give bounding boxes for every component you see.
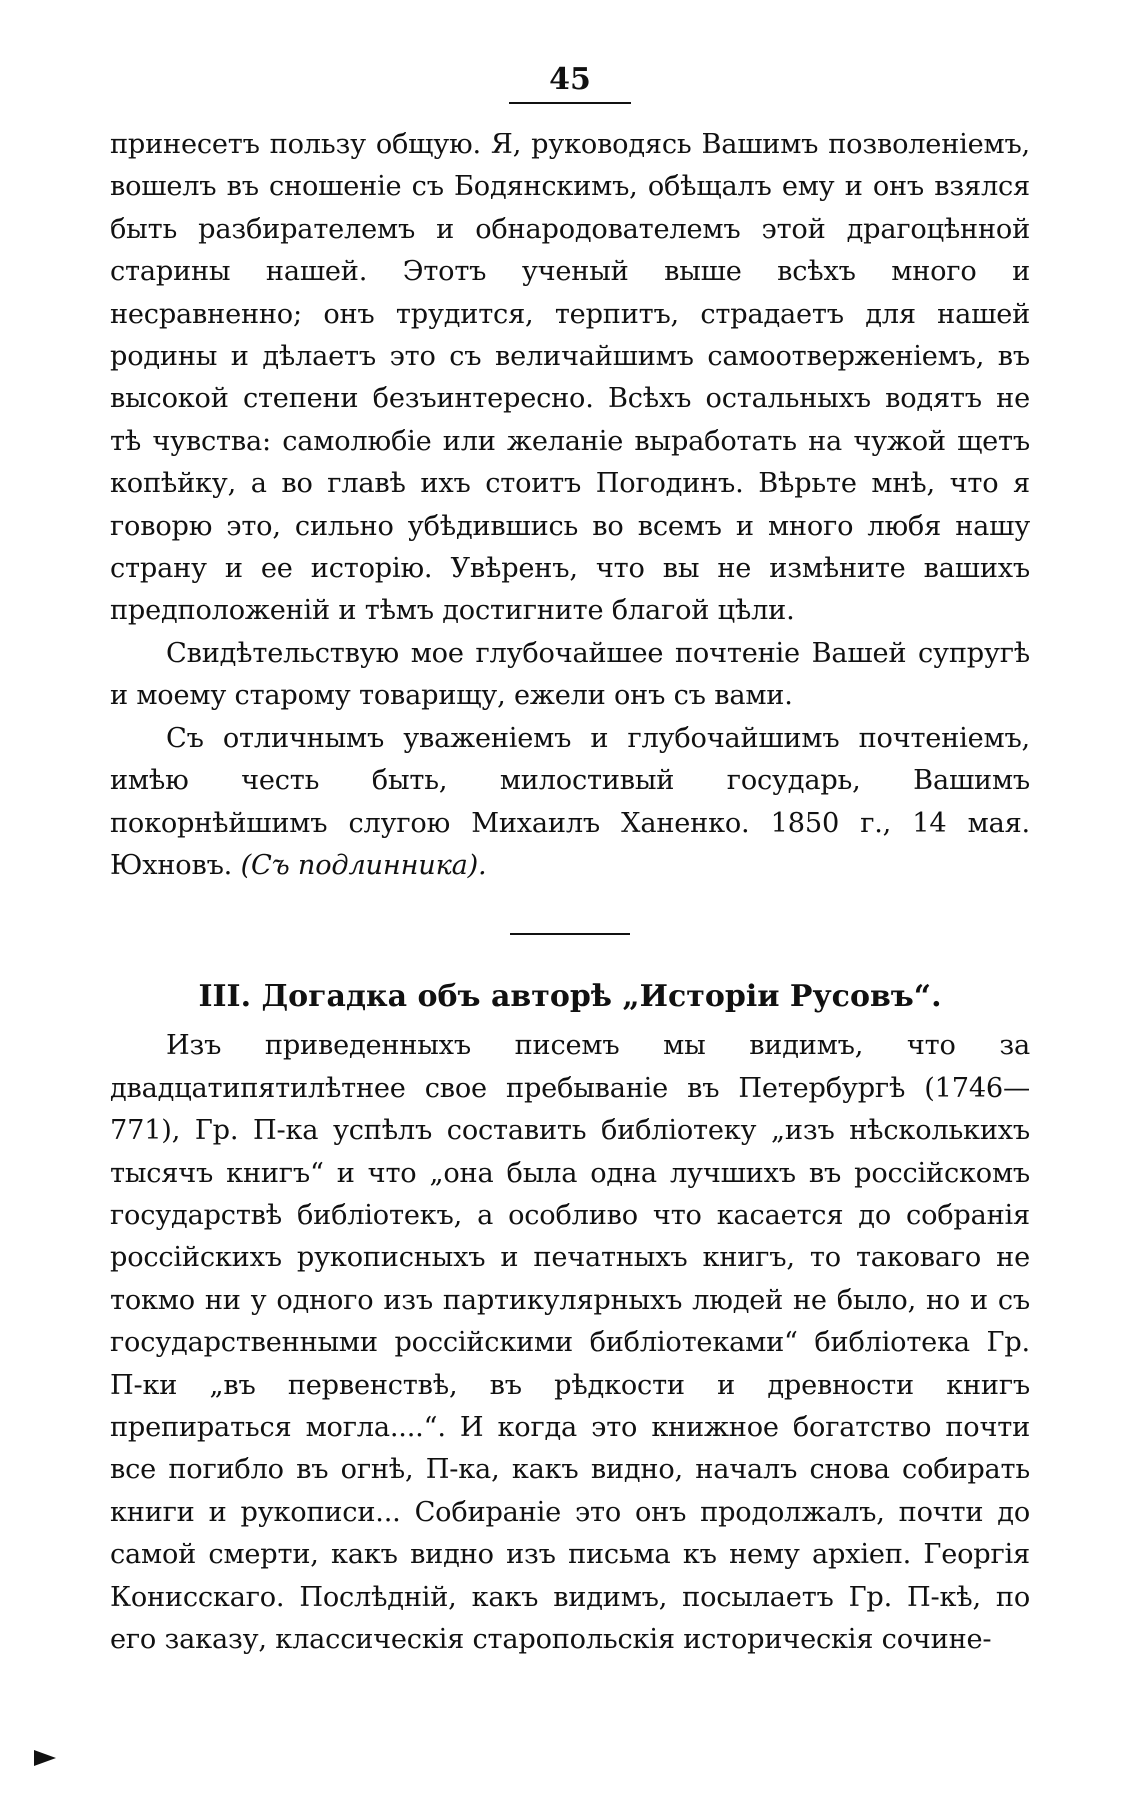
book-page [110, 60, 1030, 1661]
source-note: (Съ подлинника). [240, 849, 487, 881]
section-divider [510, 933, 630, 935]
letter-paragraph-1: принесетъ пользу общую. Я, руководясь Вашимъ позволеніемъ, вошелъ въ сношеніе съ Бодянскимъ, обѣщалъ ему и онъ взялся быть разбирателемъ и обнародователемъ этой драгоцѣнной старины нашей. Этотъ ученый выше всѣхъ много и несравненно; онъ трудится, терпитъ, страдаетъ для нашей родины и дѣлаетъ это съ величайшимъ самоотверженіемъ, въ высокой степени безъинтересно. Всѣхъ остальныхъ водятъ не тѣ чувства: самолюбіе или желаніе выработать на чужой щетъ копѣйку, а во главѣ ихъ стоитъ Погодинъ. Вѣрьте мнѣ, что я говорю это, сильно убѣдившись во всемъ и много любя нашу страну и ее исторію. Увѣренъ, что вы не измѣните вашихъ предположеній и тѣмъ достигните благой цѣли. [110, 129, 1030, 627]
letter-closing-text: Съ отличнымъ уваженіемъ и глубочайшимъ почтеніемъ, имѣю честь быть, милостивый государь, Вашимъ покорнѣйшимъ слугою Михаилъ Ханенко. 1850 г., 14 мая. Юхновъ. [110, 722, 1030, 881]
page-number-text: 45 [509, 60, 631, 104]
section-paragraph: Изъ приведенныхъ писемъ мы видимъ, что за двадцатипятилѣтнее свое пребываніе въ Петербургѣ (1746—771), Гр. П-ка успѣлъ составить библіотеку „изъ нѣсколькихъ тысячъ книгъ“ и что „она была одна лучшихъ въ россійскомъ государствѣ библіотекъ, а особливо что касается до собранія россійскихъ рукописныхъ и печатныхъ книгъ, то таковаго не токмо ни у одного изъ партикулярныхъ людей не было, но и съ государственными россійскими библіотеками“ библіотека Гр. П-ки „въ первенствѣ, въ рѣдкости и древности книгъ препираться могла....“. И когда это книжное богатство почти все погибло въ огнѣ, П-ка, какъ видно, началъ снова собирать книги и рукописи... Собираніе это онъ продолжалъ, почти до самой смерти, какъ видно изъ письма къ нему архіеп. Георгія Конисскаго. Послѣдній, какъ видимъ, посылаетъ Гр. П-кѣ, по его заказу, классическія старопольскія историческія сочине- [110, 1030, 1030, 1655]
page-number [110, 60, 1030, 104]
margin-arrow-icon [34, 1750, 56, 1766]
letter-paragraph-2: Свидѣтельствую мое глубочайшее почтеніе Вашей супругѣ и моему старому товарищу, ежели онъ съ вами. [110, 637, 1030, 712]
section-heading: III. Догадка объ авторѣ „Исторіи Русовъ“. [198, 979, 942, 1015]
letter-closing-paragraph [110, 718, 1030, 888]
